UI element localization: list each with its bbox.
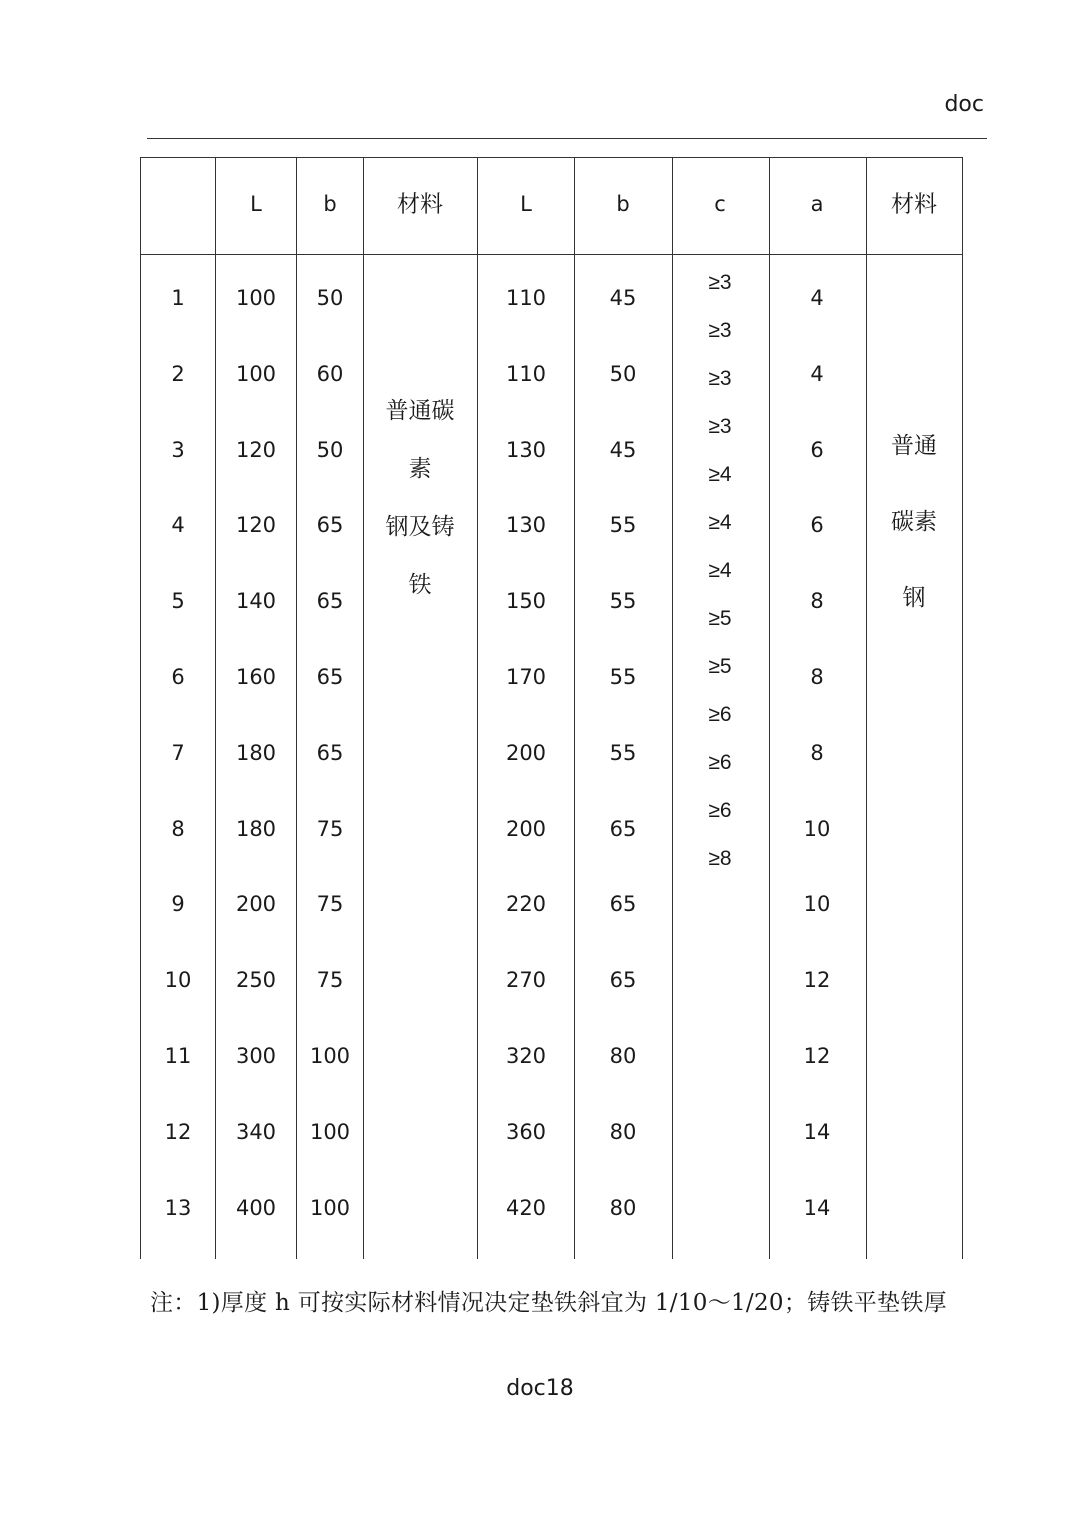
cell-b: 60 [316,361,344,386]
cell-a: 10 [803,816,831,841]
cell-b: 100 [309,1044,351,1068]
row-number: 3 [171,437,185,462]
cell-L2: 320 [505,1044,547,1068]
cell-a: 14 [803,1119,831,1144]
cell-b2: 65 [609,816,637,841]
cell-a: 8 [810,589,824,614]
cell-b2: 80 [609,1195,637,1220]
cell-L: 120 [235,513,277,538]
row-number: 12 [164,1119,192,1144]
row-number: 1 [171,286,185,310]
cell-a: 6 [810,513,824,538]
cell-L2: 110 [505,361,547,386]
row-number: 2 [171,361,185,386]
c-value: ≥6 [708,751,732,774]
col-header-c: c [714,192,726,216]
col-divider [866,158,867,1259]
material-left-line: 钢及铸 [385,514,455,540]
c-value: ≥5 [708,655,732,678]
cell-b: 65 [316,589,344,614]
cell-a: 12 [803,968,831,993]
cell-b2: 55 [609,589,637,614]
cell-b2: 45 [609,286,637,310]
cell-L2: 220 [505,892,547,917]
spec-table [140,157,963,1259]
col-header-material: 材料 [397,191,443,218]
cell-a: 8 [810,740,824,765]
material-right-line: 普通 [891,433,937,459]
col-divider [296,158,297,1259]
col-divider [363,158,364,1259]
cell-b: 50 [316,437,344,462]
col-divider [672,158,673,1259]
cell-L2: 200 [505,816,547,841]
cell-a: 8 [810,665,824,689]
cell-b2: 55 [609,665,637,689]
row-number: 6 [171,665,185,689]
cell-L2: 170 [505,665,547,689]
c-value: ≥3 [708,271,732,294]
cell-L: 160 [235,665,277,689]
cell-b2: 65 [609,892,637,917]
col-header-b2: b [616,192,630,216]
cell-L: 180 [235,740,277,765]
material-left-line: 素 [408,456,432,482]
cell-L: 340 [235,1119,277,1144]
cell-L2: 130 [505,513,547,538]
cell-b: 65 [316,513,344,538]
c-values [708,259,731,883]
cell-L2: 200 [505,740,547,765]
cell-b: 50 [316,286,344,310]
header-row-divider [141,254,962,255]
cell-L: 100 [235,286,277,310]
cell-L2: 130 [505,437,547,462]
cell-a: 10 [803,892,831,917]
material-right [890,408,938,636]
table-note: 注：1)厚度 h 可按实际材料情况决定垫铁斜宜为 1/10～1/20；铸铁平垫铁厚 [150,1290,947,1316]
row-number: 4 [171,513,185,538]
row-number: 8 [171,816,185,841]
material-left [386,382,455,614]
material-right-line: 碳素钢 [891,509,937,611]
c-value: ≥3 [708,319,732,342]
cell-b2: 65 [609,968,637,993]
c-value: ≥3 [708,367,732,390]
col-header-b: b [323,192,337,216]
row-number: 7 [171,740,185,765]
cell-L: 200 [235,892,277,917]
cell-b: 100 [309,1195,351,1220]
col-divider [769,158,770,1259]
cell-L2: 420 [505,1195,547,1220]
cell-L: 100 [235,361,277,386]
cell-L: 250 [235,968,277,993]
row-number: 11 [164,1044,192,1068]
col-header-a: a [810,192,824,216]
cell-L2: 110 [505,286,547,310]
cell-a: 4 [810,361,824,386]
cell-L: 140 [235,589,277,614]
col-divider [574,158,575,1259]
c-value: ≥6 [708,703,732,726]
cell-L2: 150 [505,589,547,614]
cell-b: 65 [316,665,344,689]
cell-b: 65 [316,740,344,765]
cell-b2: 80 [609,1044,637,1068]
col-divider [477,158,478,1259]
cell-b2: 80 [609,1119,637,1144]
cell-b: 100 [309,1119,351,1144]
cell-L2: 360 [505,1119,547,1144]
cell-a: 12 [803,1044,831,1068]
cell-b2: 45 [609,437,637,462]
material-left-line: 铁 [408,572,432,598]
col-header-material2: 材料 [891,191,937,218]
col-divider [215,158,216,1259]
header-rule [147,138,987,139]
col-header-L: L [250,192,262,216]
c-value: ≥3 [708,415,732,438]
cell-a: 14 [803,1195,831,1220]
c-value: ≥6 [708,799,732,822]
cell-L: 300 [235,1044,277,1068]
c-value: ≥5 [708,607,732,630]
c-value: ≥4 [708,511,732,534]
material-left-line: 普通碳 [385,398,455,424]
cell-b2: 55 [609,513,637,538]
c-value: ≥4 [708,463,732,486]
cell-L2: 270 [505,968,547,993]
cell-b2: 55 [609,740,637,765]
row-number: 5 [171,589,185,614]
page-footer: doc18 [506,1376,574,1401]
cell-a: 4 [810,286,824,310]
cell-b: 75 [316,892,344,917]
cell-L: 120 [235,437,277,462]
c-value: ≥4 [708,559,732,582]
cell-L: 180 [235,816,277,841]
cell-b2: 50 [609,361,637,386]
cell-L: 400 [235,1195,277,1220]
c-value: ≥8 [708,847,732,870]
col-header-L2: L [520,192,532,216]
cell-b: 75 [316,816,344,841]
row-number: 9 [171,892,185,917]
page-header: doc [944,92,984,117]
row-number: 13 [164,1195,192,1220]
cell-a: 6 [810,437,824,462]
cell-b: 75 [316,968,344,993]
row-number: 10 [164,968,192,993]
